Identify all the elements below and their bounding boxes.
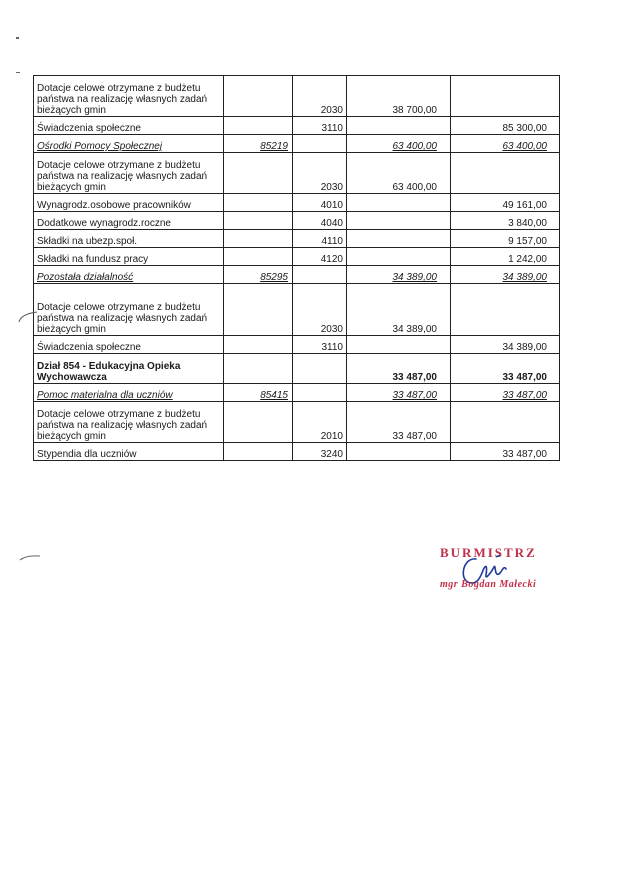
row-description: Dotacje celowe otrzymane z budżetu państwa na realizację własnych zadań bieżących gmin: [37, 409, 208, 442]
row-expense: 1 242,00: [508, 254, 547, 265]
scan-speck: [16, 72, 20, 73]
table-row: [34, 212, 560, 230]
table-row: [34, 384, 560, 402]
table-row: [34, 266, 560, 284]
row-paragraph: 3110: [321, 123, 343, 134]
row-description: Świadczenia społeczne: [37, 123, 141, 134]
row-description: Stypendia dla uczniów: [37, 449, 137, 460]
row-expense: 33 487,00: [502, 449, 547, 460]
margin-mark: [18, 552, 42, 562]
row-expense: 63 400,00: [502, 141, 547, 152]
table-row: [34, 248, 560, 266]
budget-table: [33, 75, 560, 461]
row-paragraph: 3240: [320, 449, 343, 460]
row-expense: 34 389,00: [502, 342, 547, 353]
mayor-stamp: [436, 545, 566, 605]
row-section: 85415: [260, 390, 288, 401]
row-description: Pomoc materialna dla uczniów: [37, 390, 173, 401]
stamp-name: mgr Bogdan Małecki: [440, 579, 537, 590]
row-expense: 34 389,00: [502, 272, 547, 283]
row-description: Dotacje celowe otrzymane z budżetu państwa na realizację własnych zadań bieżących gmin: [37, 83, 208, 116]
margin-mark: [17, 310, 41, 324]
row-income: 33 487,00: [392, 390, 437, 401]
row-paragraph: 4040: [320, 218, 343, 229]
row-income: 33 487,00: [392, 431, 437, 442]
row-expense: 49 161,00: [502, 200, 547, 211]
row-description: Wynagrodz.osobowe pracowników: [37, 200, 191, 211]
scan-speck: [16, 37, 19, 39]
row-description: Składki na ubezp.społ.: [37, 236, 138, 247]
table-body: [34, 76, 560, 461]
row-paragraph: 4120: [320, 254, 343, 265]
row-paragraph: 4110: [321, 236, 343, 247]
row-description: Świadczenia społeczne: [37, 342, 141, 353]
row-expense: 9 157,00: [508, 236, 547, 247]
row-income: 34 389,00: [392, 324, 437, 335]
row-paragraph: 2010: [320, 431, 343, 442]
table-row: [34, 135, 560, 153]
table-row: [34, 230, 560, 248]
row-description: Składki na fundusz pracy: [37, 254, 149, 265]
row-paragraph: 2030: [320, 105, 343, 116]
table-row: [34, 194, 560, 212]
row-income: 34 389,00: [392, 272, 437, 283]
table-row: [34, 336, 560, 354]
row-income: 63 400,00: [392, 182, 437, 193]
table-row: [34, 402, 560, 443]
row-expense: 3 840,00: [508, 218, 547, 229]
row-paragraph: 4010: [320, 200, 343, 211]
row-description: Dodatkowe wynagrodz.roczne: [37, 218, 171, 229]
stamp-title: BURMISTRZ: [440, 545, 537, 560]
row-section: 85219: [260, 141, 288, 152]
table-row: [34, 117, 560, 135]
row-paragraph: 2030: [320, 182, 343, 193]
row-income: 38 700,00: [392, 105, 437, 116]
row-paragraph: 2030: [320, 324, 343, 335]
row-paragraph: 3110: [321, 342, 343, 353]
table-row: [34, 354, 560, 384]
row-description: Dotacje celowe otrzymane z budżetu państwa na realizację własnych zadań bieżących gmin: [37, 302, 208, 335]
row-income: 63 400,00: [392, 141, 437, 152]
row-description: Ośrodki Pomocy Społecznej: [37, 141, 163, 152]
table-row: [34, 443, 560, 461]
row-description: Dział 854 - Edukacyjna Opieka Wychowawcza: [37, 361, 181, 383]
row-expense: 85 300,00: [502, 123, 547, 134]
table-row: [34, 76, 560, 117]
row-description: Dotacje celowe otrzymane z budżetu państwa na realizację własnych zadań bieżących gmin: [37, 160, 208, 193]
row-expense: 33 487,00: [502, 372, 547, 383]
row-section: 85295: [260, 272, 288, 283]
row-description: Pozostała działalność: [37, 272, 134, 283]
row-income: 33 487,00: [392, 372, 437, 383]
row-expense: 33 487,00: [502, 390, 547, 401]
table-row: [34, 284, 560, 336]
table-row: [34, 153, 560, 194]
